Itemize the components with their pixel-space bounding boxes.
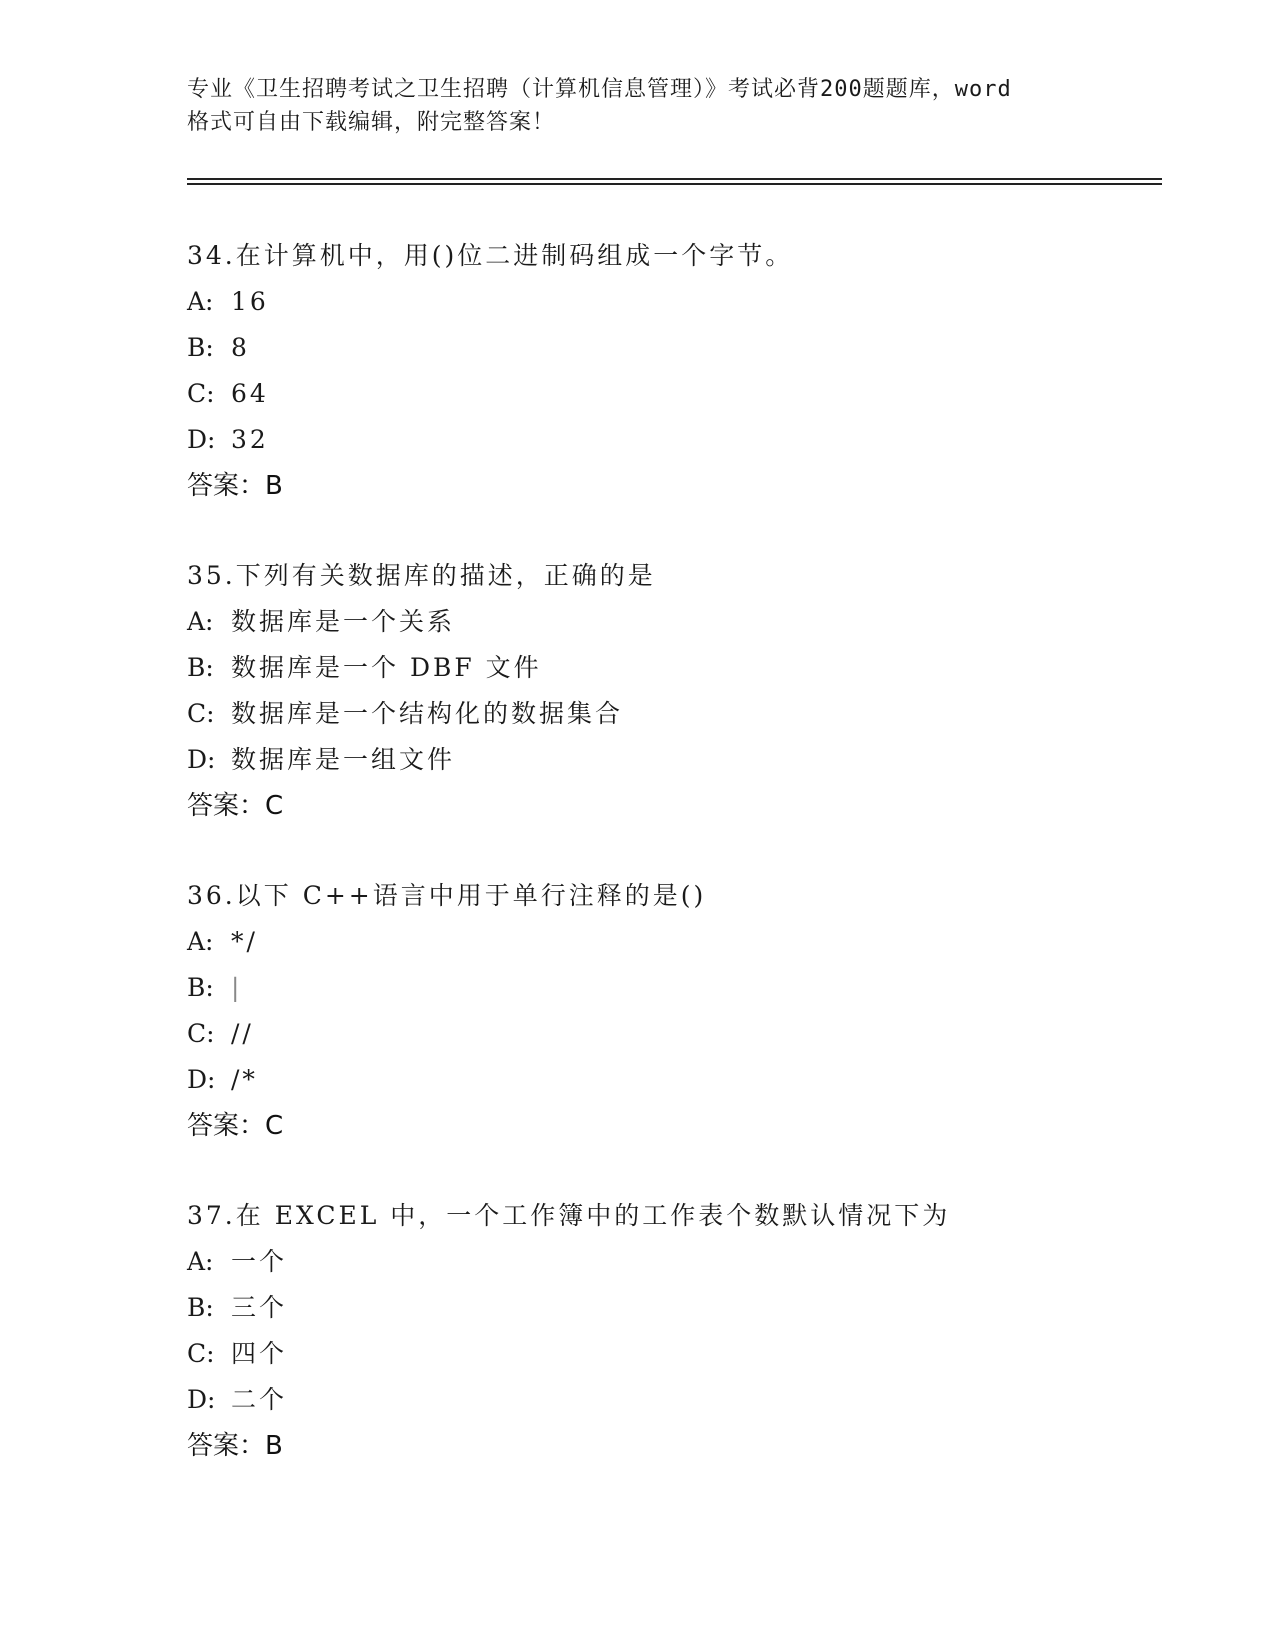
answer-line: 答案：C [187,1111,284,1141]
question-stem: 36.以下 C++语言中用于单行注释的是() [187,881,707,910]
option-a [187,279,1167,325]
option-label: B: [187,333,214,362]
option-label: C: [187,1019,215,1048]
option-d [187,1057,1167,1103]
option-label: A: [187,287,214,316]
option-c [187,691,1167,737]
question-stem: 37.在 EXCEL 中，一个工作簿中的工作表个数默认情况下为 [187,1201,951,1230]
option-text: 64 [231,379,269,408]
option-label: B: [187,1293,214,1322]
option-label: C: [187,379,215,408]
option-b [187,325,1167,371]
option-label: D: [187,745,216,774]
option-b [187,645,1167,691]
option-text: 一个 [231,1247,288,1276]
option-d [187,737,1167,783]
option-text: 四个 [231,1339,288,1368]
answer-line: 答案：C [187,791,284,821]
option-a [187,1239,1167,1285]
question-block [187,553,1167,829]
header-line-1: 专业《卫生招聘考试之卫生招聘（计算机信息管理）》考试必背200题题库，word [187,77,1012,102]
option-text: 数据库是一个 DBF 文件 [231,653,542,682]
option-label: C: [187,1339,215,1368]
answer-line: 答案：B [187,1431,283,1461]
option-label: A: [187,927,214,956]
option-a [187,599,1167,645]
option-c [187,371,1167,417]
option-text: */ [231,927,258,956]
question-stem: 34.在计算机中，用()位二进制码组成一个字节。 [187,241,794,270]
option-text: 16 [231,287,269,316]
option-label: D: [187,425,216,454]
question-block [187,233,1167,509]
option-label: A: [187,1247,214,1276]
option-label: B: [187,653,214,682]
option-c [187,1331,1167,1377]
option-text: 三个 [231,1293,288,1322]
option-text: | [231,973,243,1002]
option-label: B: [187,973,214,1002]
option-text: 数据库是一个结构化的数据集合 [231,699,624,728]
question-stem: 35.下列有关数据库的描述，正确的是 [187,561,656,590]
option-b [187,1285,1167,1331]
option-text: 32 [231,425,269,454]
option-text: 数据库是一组文件 [231,745,456,774]
header-divider-top [187,178,1162,180]
option-d [187,417,1167,463]
question-block [187,1193,1167,1469]
option-text: /* [231,1065,258,1094]
option-text: // [231,1019,254,1048]
option-label: C: [187,699,215,728]
document-header [187,73,1087,139]
option-a [187,919,1167,965]
option-text: 二个 [231,1385,288,1414]
option-text: 8 [231,333,250,362]
option-label: A: [187,607,214,636]
question-block [187,873,1167,1149]
header-line-2: 格式可自由下载编辑，附完整答案！ [187,110,556,135]
header-divider-bottom [187,183,1162,185]
option-d [187,1377,1167,1423]
option-label: D: [187,1385,216,1414]
answer-line: 答案：B [187,471,283,501]
option-text: 数据库是一个关系 [231,607,456,636]
option-b [187,965,1167,1011]
option-c [187,1011,1167,1057]
option-label: D: [187,1065,216,1094]
